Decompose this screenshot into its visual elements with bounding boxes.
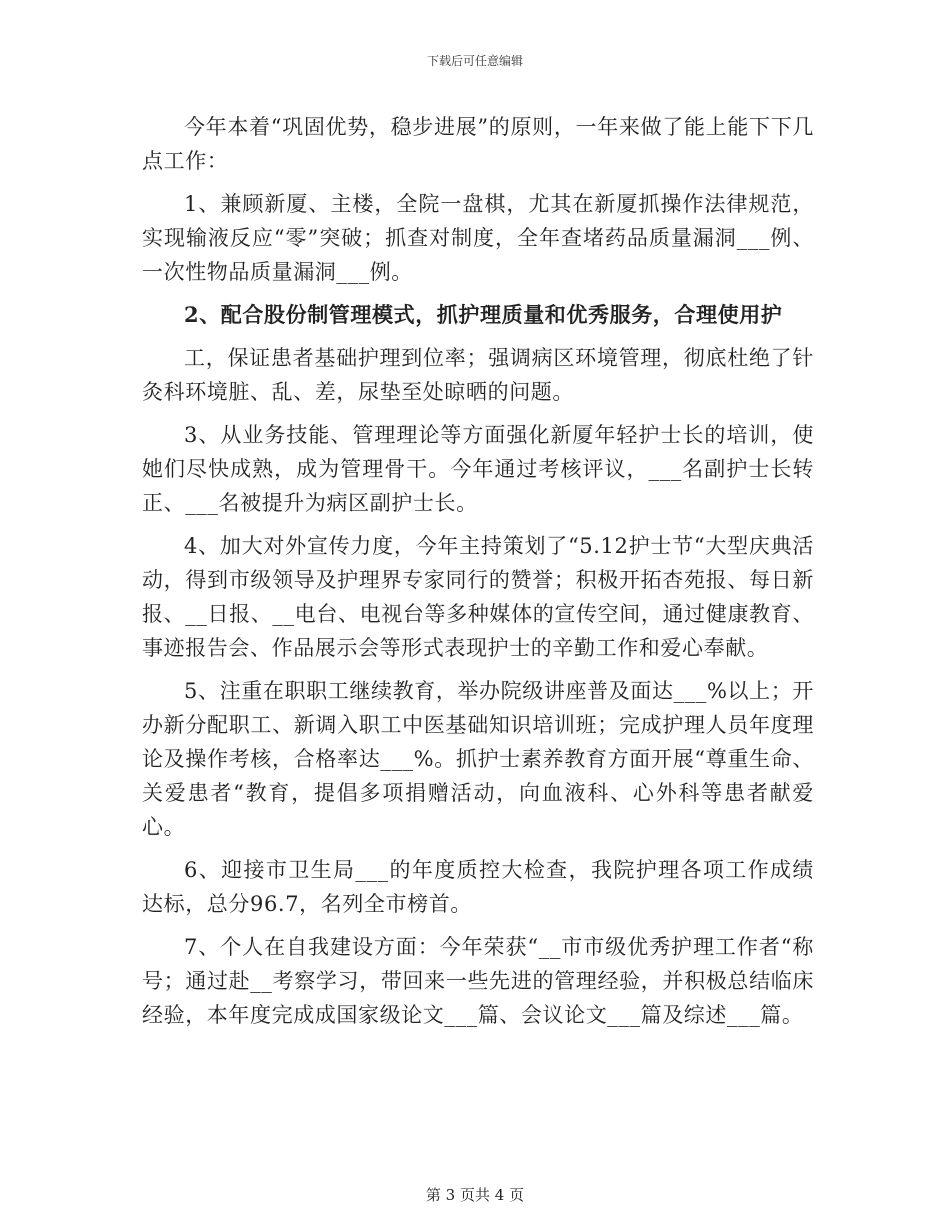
page-header: 下载后可任意编辑: [426, 54, 523, 68]
document-body: [142, 110, 814, 1041]
paragraph-item-2-body: 工，保证患者基础护理到位率；强调病区环境管理，彻底杜绝了针灸科环境脏、乱、差，尿垫至处晾晒的问题。: [142, 346, 814, 404]
page-footer: 第 3 页共 4 页: [425, 1186, 525, 1204]
paragraph-item-1: 1、兼顾新厦、主楼，全院一盘棋，尤其在新厦抓操作法律规范，实现输液反应“零”突破；抓查对制度，全年查堵药品质量漏洞___例、一次性物品质量漏洞___例。: [142, 192, 814, 284]
paragraph-item-7: 7、个人在自我建设方面：今年荣获“__市市级优秀护理工作者“称号；通过赴__考察学习，带回来一些先进的管理经验，并积极总结临床经验，本年度完成成国家级论文___篇、会议论文___篇及综述___篇。: [142, 935, 814, 1027]
paragraph-item-3: 3、从业务技能、管理理论等方面强化新厦年轻护士长的培训，使她们尽快成熟，成为管理骨干。今年通过考核评议，___名副护士长转正、___名被提升为病区副护士长。: [142, 423, 814, 515]
paragraph-item-5: 5、注重在职职工继续教育，举办院级讲座普及面达___%以上；开办新分配职工、新调入职工中医基础知识培训班；完成护理人员年度理论及操作考核，合格率达___%。抓护士素养教育方面开展“尊重生命、关爱患者“教育，提倡多项捐赠活动，向血液科、心外科等患者献爱心。: [142, 679, 814, 839]
paragraph-intro: 今年本着“巩固优势，稳步进展”的原则，一年来做了能上能下下几点工作：: [142, 115, 814, 173]
paragraph-item-6: 6、迎接市卫生局___的年度质控大检查，我院护理各项工作成绩达标，总分96.7，名列全市榜首。: [142, 858, 814, 916]
paragraph-item-4: 4、加大对外宣传力度，今年主持策划了“5.12护士节“大型庆典活动，得到市级领导及护理界专家同行的赞誉；积极开拓杏苑报、每日新报、__日报、__电台、电视台等多种媒体的宣传空间，通过健康教育、事迹报告会、作品展示会等形式表现护士的辛勤工作和爱心奉献。: [142, 534, 814, 660]
paragraph-item-2-heading: 2、配合股份制管理模式，抓护理质量和优秀服务，合理使用护: [184, 302, 783, 327]
